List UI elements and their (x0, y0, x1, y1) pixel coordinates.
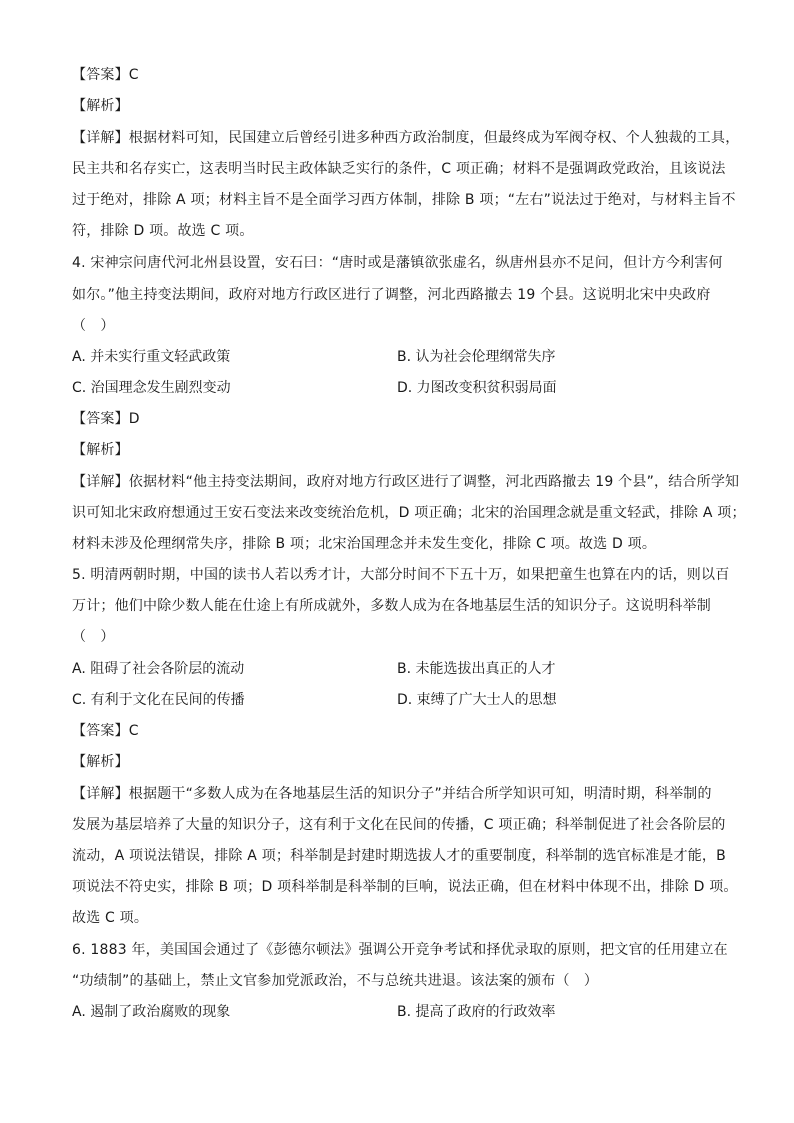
detail-line: 【详解】依据材料“他主持变法期间，政府对地方行政区进行了调整，河北西路撤去 19 个县”，结合所学知 (72, 474, 740, 490)
option-a: A. 遏制了政治腐败的现象 (72, 1004, 231, 1020)
question-stem: 5. 明清两朝时期，中国的读书人若以秀才计，大部分时间不下五十万，如果把童生也算在内的话，则以百 (72, 567, 730, 583)
question-stem: “功绩制”的基础上，禁止文官参加党派政治，不与总统共进退。该法案的颁布（ ） (72, 973, 599, 989)
option-a: A. 阻碍了社会各阶层的流动 (72, 661, 245, 677)
option-b: B. 未能选拔出真正的人才 (397, 661, 556, 677)
detail-line: 【详解】根据材料可知，民国建立后曾经引进多种西方政治制度，但最终成为军阀夺权、个人独裁的工具， (72, 130, 740, 146)
option-d: D. 力图改变积贫积弱局面 (397, 380, 557, 396)
question-blank: （ ） (72, 629, 115, 645)
option-c: C. 治国理念发生剧烈变动 (72, 380, 231, 396)
option-b: B. 认为社会伦理纲常失序 (397, 349, 556, 365)
detail-line: 材料未涉及伦理纲常失序，排除 B 项；北宋治国理念并未发生变化，排除 C 项。故选 D 项。 (72, 536, 657, 552)
option-a: A. 并未实行重文轻武政策 (72, 349, 231, 365)
detail-line: 符，排除 D 项。故选 C 项。 (72, 223, 254, 239)
question-stem: 6. 1883 年，美国国会通过了《彭德尔顿法》强调公开竞争考试和择优录取的原则，把文官的任用建立在 (72, 942, 728, 958)
option-c: C. 有利于文化在民间的传播 (72, 692, 245, 708)
question-blank: （ ） (72, 318, 115, 334)
detail-line: 民主共和名存实亡，这表明当时民主政体缺乏实行的条件，C 项正确；材料不是强调政党政治，且该说法 (72, 161, 726, 177)
detail-line: 发展为基层培养了大量的知识分子，这有利于文化在民间的传播，C 项正确；科举制促进了社会各阶层的 (72, 817, 726, 833)
detail-line: 识可知北宋政府想通过王安石变法来改变统治危机，D 项正确；北宋的治国理念就是重文轻武，排除 A 项； (72, 505, 746, 521)
detail-line: 【详解】根据题干“多数人成为在各地基层生活的知识分子”并结合所学知识可知，明清时期，科举制的 (72, 786, 712, 802)
question-stem: 4. 宋神宗问唐代河北州县设置，安石曰：“唐时或是藩镇欲张虚名，纵唐州县亦不足问，但计方今利害何 (72, 255, 723, 271)
answer-label: 【答案】D (72, 411, 140, 427)
detail-line: 过于绝对，排除 A 项；材料主旨不是全面学习西方体制，排除 B 项；“左右”说法过于绝对，与材料主旨不 (72, 192, 736, 208)
answer-label: 【答案】C (72, 723, 139, 739)
detail-line: 流动，A 项说法错误，排除 A 项；科举制是封建时期选拔人才的重要制度，科举制的选官标准是才能，B (72, 848, 726, 864)
question-stem: 万计；他们中除少数人能在仕途上有所成就外，多数人成为在各地基层生活的知识分子。这说明科举制 (72, 598, 711, 614)
option-d: D. 束缚了广大士人的思想 (397, 692, 557, 708)
answer-label: 【答案】C (72, 67, 139, 83)
analysis-label: 【解析】 (72, 98, 129, 114)
detail-line: 项说法不符史实，排除 B 项；D 项科举制是科举制的巨响，说法正确，但在材料中体现不出，排除 D 项。 (72, 879, 738, 895)
option-b: B. 提高了政府的行政效率 (397, 1004, 556, 1020)
question-stem: 如尔。”他主持变法期间，政府对地方行政区进行了调整，河北西路撤去 19 个县。这说明北宋中央政府 (72, 287, 711, 303)
analysis-label: 【解析】 (72, 442, 129, 458)
detail-line: 故选 C 项。 (72, 910, 149, 926)
analysis-label: 【解析】 (72, 754, 129, 770)
